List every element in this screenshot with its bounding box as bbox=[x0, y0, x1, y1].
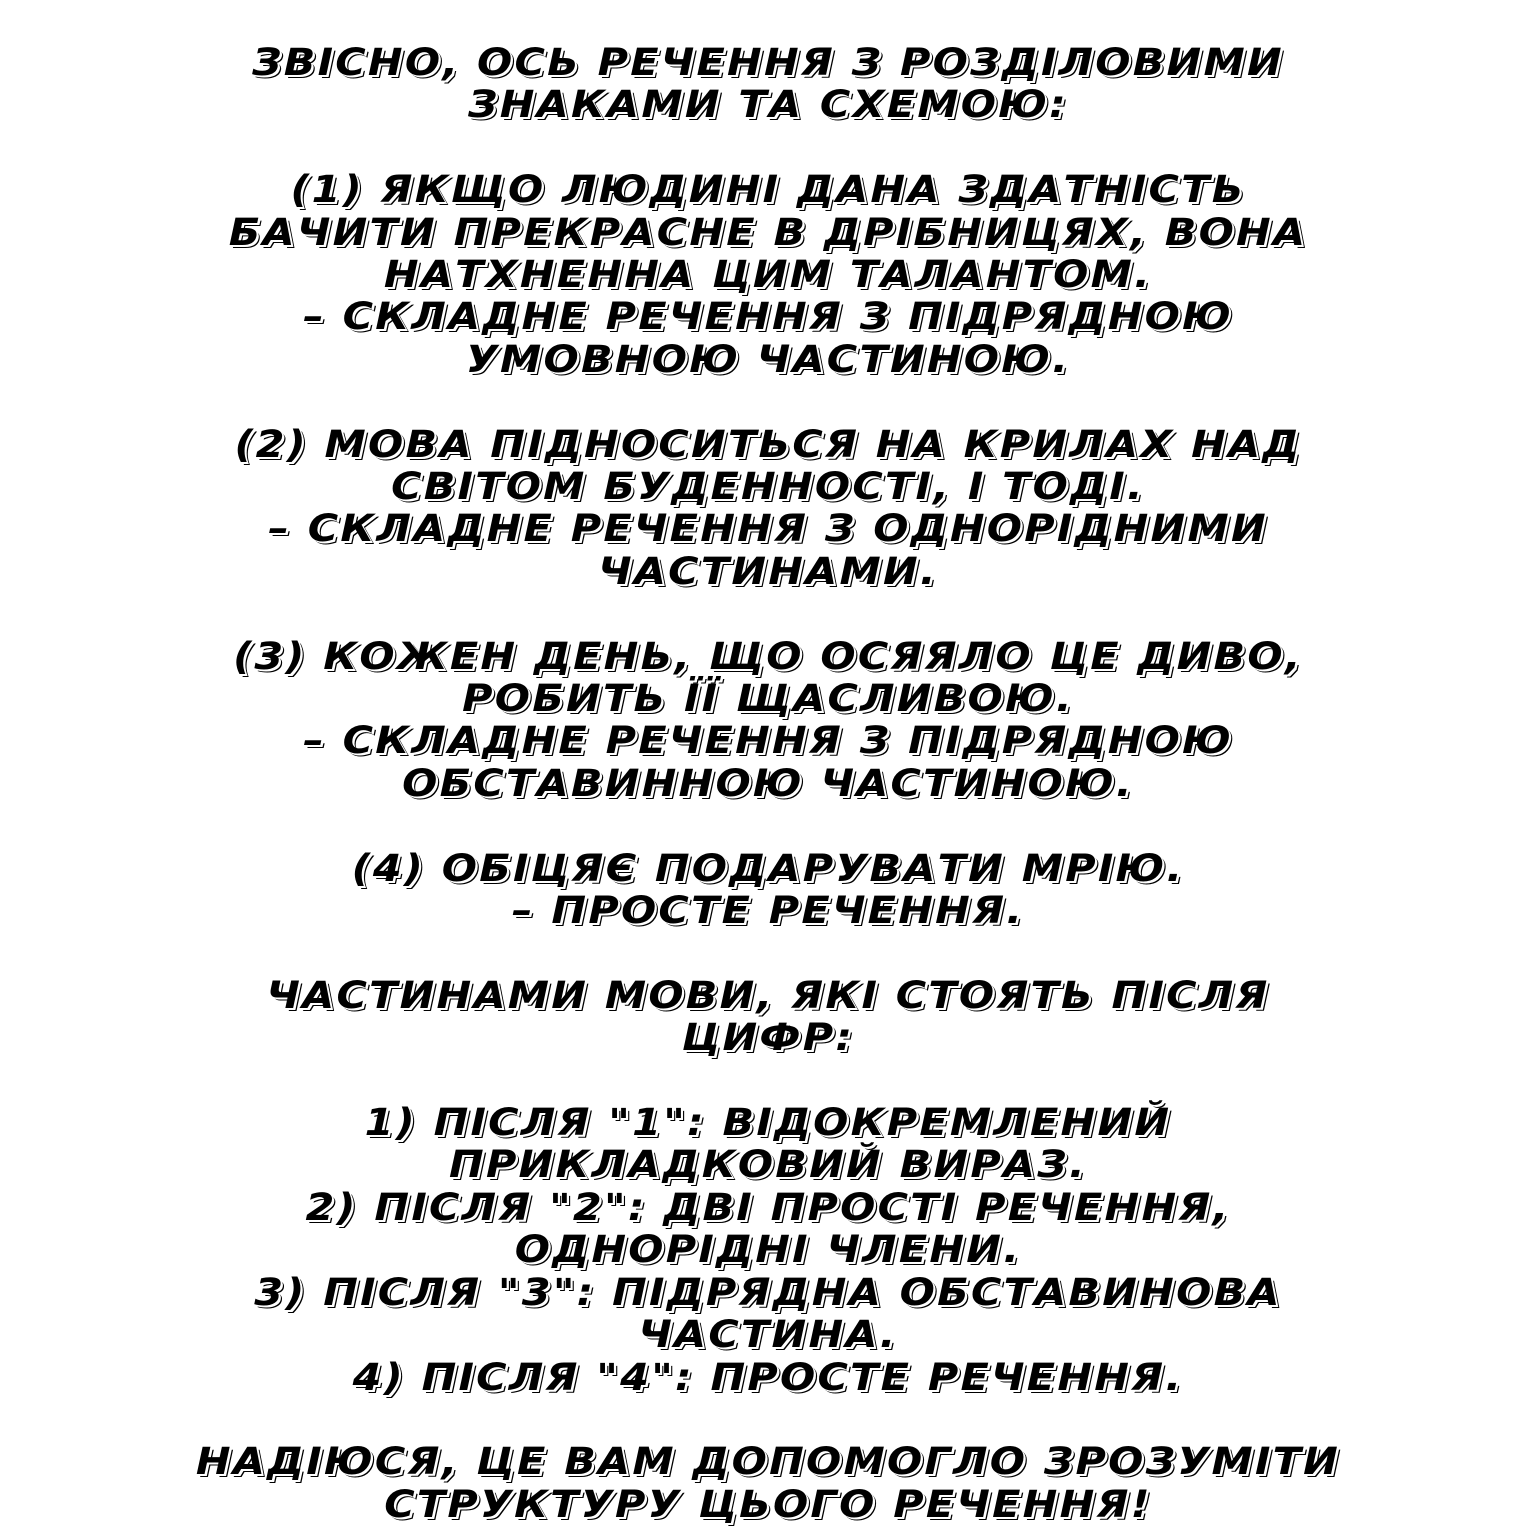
text-line: (4) ОБІЦЯЄ ПОДАРУВАТИ МРІЮ. bbox=[351, 846, 1185, 890]
list-item: ПРИКЛАДКОВИЙ ВИРАЗ. bbox=[449, 1143, 1087, 1187]
text-line: (1) ЯКЩО ЛЮДИНІ ДАНА ЗДАТНІСТЬ bbox=[290, 168, 1246, 212]
list-item: 4) ПІСЛЯ "4": ПРОСТЕ РЕЧЕННЯ. bbox=[352, 1355, 1184, 1399]
list-item: 2) ПІСЛЯ "2": ДВІ ПРОСТІ РЕЧЕННЯ, bbox=[305, 1185, 1231, 1229]
sentence-1-paragraph bbox=[0, 169, 1536, 381]
text-line: СВІТОМ БУДЕННОСТІ, І ТОДІ. bbox=[391, 465, 1145, 509]
text-line: – СКЛАДНЕ РЕЧЕННЯ З ОДНОРІДНИМИ bbox=[268, 507, 1268, 551]
text-line: СТРУКТУРУ ЦЬОГО РЕЧЕННЯ! bbox=[384, 1482, 1152, 1526]
document-body bbox=[0, 42, 1536, 1526]
parts-of-speech-list bbox=[0, 1102, 1536, 1399]
text-line: ОБСТАВИННОЮ ЧАСТИНОЮ. bbox=[402, 761, 1134, 805]
list-item: 3) ПІСЛЯ "3": ПІДРЯДНА ОБСТАВИНОВА bbox=[254, 1270, 1282, 1314]
text-line: ЗВІСНО, ОСЬ РЕЧЕННЯ З РОЗДІЛОВИМИ bbox=[252, 41, 1284, 84]
text-line: НАДІЮСЯ, ЦЕ ВАМ ДОПОМОГЛО ЗРОЗУМІТИ bbox=[195, 1440, 1341, 1484]
text-line: (2) МОВА ПІДНОСИТЬСЯ НА КРИЛАХ НАД bbox=[234, 422, 1302, 466]
text-line: УМОВНОЮ ЧАСТИНОЮ. bbox=[465, 337, 1071, 381]
closing-paragraph bbox=[0, 1441, 1536, 1526]
text-line: – СКЛАДНЕ РЕЧЕННЯ З ПІДРЯДНОЮ bbox=[302, 295, 1233, 339]
text-line: – ПРОСТЕ РЕЧЕННЯ. bbox=[511, 889, 1025, 933]
text-line: ЗНАКАМИ ТА СХЕМОЮ: bbox=[468, 83, 1068, 127]
list-item: ОДНОРІДНІ ЧЛЕНИ. bbox=[514, 1228, 1022, 1272]
text-line: ЧАСТИНАМИ МОВИ, ЯКІ СТОЯТЬ ПІСЛЯ bbox=[266, 973, 1270, 1017]
text-line: БАЧИТИ ПРЕКРАСНЕ В ДРІБНИЦЯХ, ВОНА bbox=[228, 210, 1308, 254]
parts-of-speech-heading bbox=[0, 975, 1536, 1060]
sentence-3-paragraph bbox=[0, 636, 1536, 806]
text-line: НАТХНЕННА ЦИМ ТАЛАНТОМ. bbox=[383, 253, 1153, 297]
sentence-2-paragraph bbox=[0, 424, 1536, 594]
text-line: ЦИФР: bbox=[681, 1016, 855, 1060]
text-line: (3) КОЖЕН ДЕНЬ, ЩО ОСЯЯЛО ЦЕ ДИВО, bbox=[233, 634, 1303, 678]
sentence-4-paragraph bbox=[0, 848, 1536, 933]
list-item: ЧАСТИНА. bbox=[638, 1313, 898, 1357]
text-line: – СКЛАДНЕ РЕЧЕННЯ З ПІДРЯДНОЮ bbox=[302, 719, 1233, 763]
text-line: РОБИТЬ ЇЇ ЩАСЛИВОЮ. bbox=[462, 677, 1074, 721]
list-item: 1) ПІСЛЯ "1": ВІДОКРЕМЛЕНИЙ bbox=[364, 1101, 1172, 1145]
text-line: ЧАСТИНАМИ. bbox=[598, 549, 938, 593]
intro-paragraph bbox=[0, 42, 1536, 127]
